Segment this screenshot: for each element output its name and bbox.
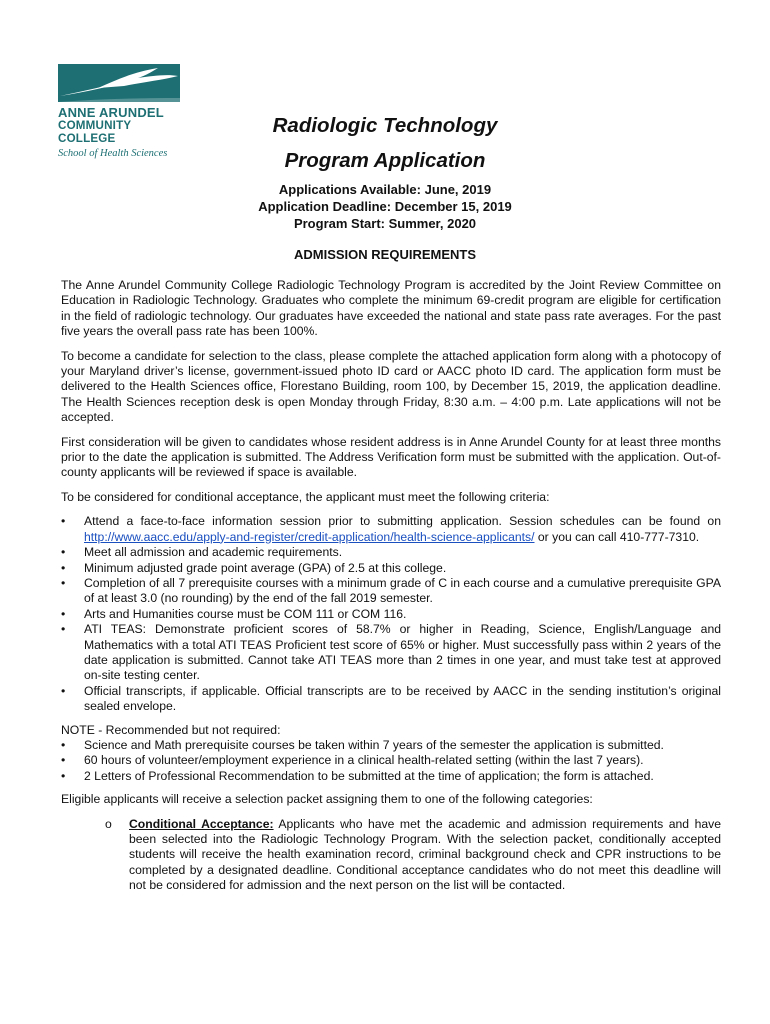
list-item <box>61 817 721 894</box>
bullet-icon: • <box>61 606 66 621</box>
admission-requirements-heading: ADMISSION REQUIREMENTS <box>293 247 476 262</box>
bullet-icon: • <box>61 768 66 783</box>
conditional-acceptance-text: Applicants who have met the academic and admission requirements and have been selected into the Radiologic Technology Program. With the selection packet, conditionally accepted students will receive the health examination record, criminal background check and CPR instructions to be completed by a designated deadline. Conditional acceptance candidates who do not meet this deadline will not be considered for admission and the next person on the list will be contacted. <box>129 816 721 893</box>
note-list <box>61 738 721 784</box>
list-item: • Completion of all 7 prerequisite courses with a minimum grade of C in each course and a cumulative prerequisite GPA of at least 3.0 (no rounding) by the end of the fall 2019 semester. <box>61 575 721 606</box>
conditional-acceptance-label: Conditional Acceptance: <box>129 816 274 831</box>
list-item: • ATI TEAS: Demonstrate proficient scores of 58.7% or higher in Reading, Science, English/Language and Mathematics with a total ATI TEAS Proficient test score of 65% or higher. Must successfully pass within 2 years of the date application is submitted. Cannot take ATI TEAS more than 2 times in one year, and must take test at approved on-site testing center. <box>61 622 721 683</box>
health-science-applicants-link[interactable]: http://www.aacc.edu/apply-and-register/credit-application/health-science-applicants/ <box>84 529 535 544</box>
application-deadline: Application Deadline: December 15, 2019 <box>258 198 512 214</box>
list-item: • Meet all admission and academic requirements. <box>61 545 343 560</box>
accreditation-paragraph: The Anne Arundel Community College Radiologic Technology Program is accredited by the Joint Review Committee on Education in Radiologic Technology. Graduates who complete the minimum 69-credit program are eligible for certification in the field of radiologic technology. Our graduates have exceeded the national and state pass rate averages. For the past five years the overall pass rate has been 100%. <box>61 278 721 339</box>
note-heading: NOTE - Recommended but not required: <box>61 722 281 737</box>
list-item: • 2 Letters of Professional Recommendation to be submitted at the time of application; the form is attached. <box>61 768 654 783</box>
bullet-icon: • <box>61 737 66 752</box>
list-item: • Science and Math prerequisite courses be taken within 7 years of the semester the application is submitted. <box>61 737 664 752</box>
logo-name-line2: COMMUNITY COLLEGE <box>58 119 132 145</box>
candidate-paragraph: To become a candidate for selection to the class, please complete the attached application form along with a photocopy of your Maryland driver’s license, government-issued photo ID card or AACC photo ID card. The application form must be delivered to the Health Sciences office, Florestano Building, room 100, by December 15, 2019, the application deadline. The Health Sciences reception desk is open Monday through Friday, 8:30 a.m. – 4:00 p.m. Late applications will not be accepted. <box>61 348 721 425</box>
seagull-logo-icon <box>58 64 180 102</box>
circle-bullet-icon: o <box>105 816 112 831</box>
categories-list <box>61 817 721 894</box>
logo-subtitle: School of Health Sciences <box>58 148 168 159</box>
bullet-icon: • <box>61 683 66 698</box>
bullet-icon: • <box>61 575 66 590</box>
college-logo <box>58 64 182 159</box>
page-title-line1: Radiologic Technology <box>272 114 498 137</box>
list-item: • Minimum adjusted grade point average (GPA) of 2.5 at this college. <box>61 560 447 575</box>
page-title-line2: Program Application <box>284 149 486 172</box>
bullet-icon: • <box>61 514 66 529</box>
applications-available: Applications Available: June, 2019 <box>278 182 492 197</box>
application-dates <box>180 182 590 232</box>
criteria-intro: To be considered for conditional acceptance, the applicant must meet the following criteria: <box>61 489 550 504</box>
program-start: Program Start: Summer, 2020 <box>293 215 477 231</box>
list-item: • 60 hours of volunteer/employment experience in a clinical health-related setting (within the last 7 years). <box>61 753 644 768</box>
eligible-intro: Eligible applicants will receive a selection packet assigning them to one of the following categories: <box>61 792 593 807</box>
bullet-icon: • <box>61 622 66 637</box>
list-item: • Arts and Humanities course must be COM 111 or COM 116. <box>61 606 407 621</box>
document-body <box>61 278 721 902</box>
criteria-list <box>61 514 721 714</box>
logo-name-line1: ANNE ARUNDEL <box>58 105 164 120</box>
bullet-icon: • <box>61 545 66 560</box>
list-item: • Attend a face-to-face information session prior to submitting application. Session schedules can be found on http://www.aacc.edu/apply-and-register/credit-application/health-science-applicants/ or you can call 410-777-7310. <box>61 514 721 544</box>
list-item: • Official transcripts, if applicable. Official transcripts are to be received by AACC in the sending institution’s original sealed envelope. <box>61 683 721 714</box>
residency-paragraph: First consideration will be given to candidates whose resident address is in Anne Arundel County for at least three months prior to the date the application is submitted. The Address Verification form must be submitted with the application. Out-of-county applicants will be reviewed if space is available. <box>61 434 721 480</box>
bullet-icon: • <box>61 560 66 575</box>
bullet-icon: • <box>61 753 66 768</box>
